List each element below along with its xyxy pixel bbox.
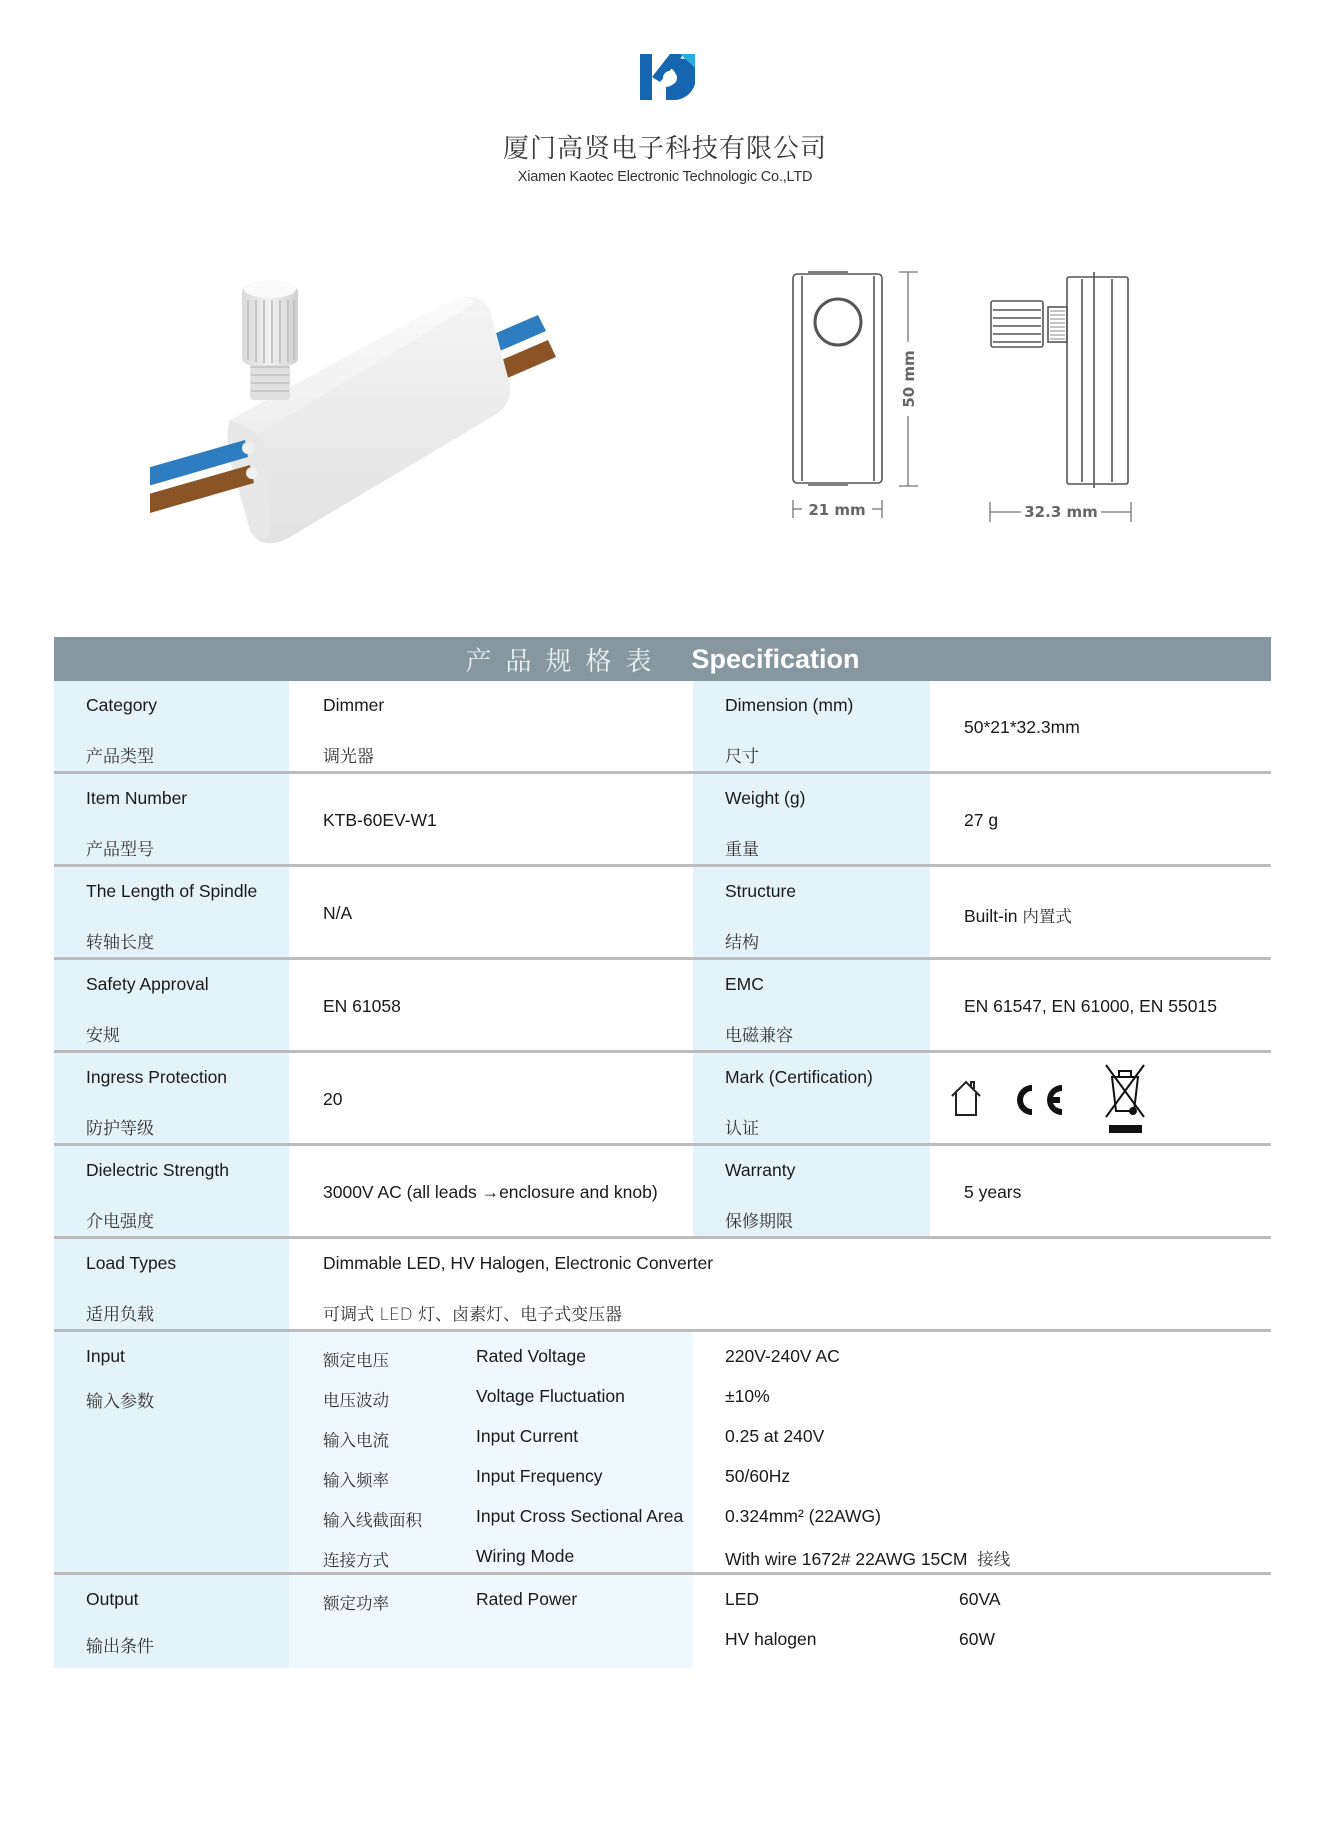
value-cell bbox=[289, 1239, 1271, 1329]
label-safety-approval-cn: 安规 bbox=[86, 1026, 120, 1046]
label-dimension-cn: 尺寸 bbox=[725, 747, 759, 767]
table-row bbox=[54, 1053, 1271, 1146]
param-value: 50/60Hz bbox=[725, 1466, 791, 1486]
label-weight-cn: 重量 bbox=[725, 840, 759, 860]
param-value: 0.324mm² (22AWG) bbox=[725, 1506, 881, 1526]
load-type: LED bbox=[725, 1589, 760, 1609]
specification-header bbox=[54, 637, 1271, 681]
value-cell bbox=[930, 681, 1271, 771]
height-dimension-label: 50 mm bbox=[900, 350, 918, 408]
value-structure-cn: 内置式 bbox=[1022, 907, 1072, 926]
label-cell bbox=[54, 774, 289, 864]
output-param-name bbox=[289, 1575, 693, 1668]
label-cell bbox=[693, 774, 930, 864]
label-cell bbox=[54, 960, 289, 1050]
value-item-number: KTB-60EV-W1 bbox=[323, 810, 437, 830]
label-ingress-protection-cn: 防护等级 bbox=[86, 1119, 154, 1139]
value-spindle-length: N/A bbox=[323, 903, 353, 923]
depth-dimension-label: 32.3 mm bbox=[1024, 503, 1098, 521]
param-name-en: Input Cross Sectional Area bbox=[476, 1506, 684, 1526]
label-cell bbox=[693, 960, 930, 1050]
label-cell bbox=[693, 867, 930, 957]
label-cell bbox=[693, 1053, 930, 1143]
param-name-cn: 输入电流 bbox=[323, 1431, 389, 1450]
indoor-use-house-icon bbox=[952, 1082, 980, 1115]
table-row-output bbox=[54, 1575, 1271, 1668]
value-cell bbox=[289, 774, 693, 864]
product-photo bbox=[150, 265, 590, 555]
company-name-chinese: 厦门高贤电子科技有限公司 bbox=[502, 134, 827, 164]
label-cell bbox=[54, 1053, 289, 1143]
input-param-values bbox=[693, 1332, 1271, 1572]
label-cell bbox=[54, 1239, 289, 1329]
label-certification-cn: 认证 bbox=[725, 1119, 759, 1139]
label-item-number: Item Number bbox=[86, 788, 188, 808]
ce-mark-icon bbox=[1017, 1085, 1062, 1115]
load-rating: 60W bbox=[959, 1629, 995, 1649]
front-view-drawing bbox=[780, 260, 930, 530]
label-load-types: Load Types bbox=[86, 1253, 177, 1273]
label-spindle-length-cn: 转轴长度 bbox=[86, 933, 154, 953]
param-value: 0.25 at 240V bbox=[725, 1426, 825, 1446]
value-structure bbox=[964, 903, 1072, 927]
label-emc-cn: 电磁兼容 bbox=[725, 1026, 793, 1046]
certification-marks bbox=[944, 1063, 1174, 1137]
value-cell bbox=[289, 1146, 693, 1236]
table-row bbox=[54, 867, 1271, 960]
load-type: HV halogen bbox=[725, 1629, 817, 1649]
table-row bbox=[54, 681, 1271, 774]
param-name-cn: 额定功率 bbox=[323, 1594, 389, 1613]
table-row bbox=[54, 960, 1271, 1053]
label-dimension: Dimension (mm) bbox=[725, 695, 854, 715]
label-category-cn: 产品类型 bbox=[86, 747, 154, 767]
value-category-cn: 调光器 bbox=[323, 747, 374, 767]
label-cell bbox=[693, 1146, 930, 1236]
value-cell bbox=[930, 867, 1271, 957]
label-warranty-cn: 保修期限 bbox=[725, 1212, 793, 1232]
input-param-names bbox=[289, 1332, 693, 1572]
value-cell bbox=[289, 681, 693, 771]
table-row-input bbox=[54, 1332, 1271, 1575]
param-name-en: Voltage Fluctuation bbox=[476, 1386, 625, 1406]
label-certification: Mark (Certification) bbox=[725, 1067, 873, 1087]
label-dielectric-strength: Dielectric Strength bbox=[86, 1160, 229, 1180]
value-ingress-protection: 20 bbox=[323, 1089, 343, 1109]
wiring-mode-value: With wire 1672# 22AWG 15CM bbox=[725, 1549, 968, 1569]
label-cell bbox=[54, 681, 289, 771]
output-values bbox=[693, 1575, 1271, 1668]
label-weight: Weight (g) bbox=[725, 788, 806, 808]
param-value: ±10% bbox=[725, 1386, 770, 1406]
side-view-drawing bbox=[975, 260, 1145, 530]
param-name-cn: 输入线截面积 bbox=[323, 1511, 422, 1530]
value-cell bbox=[930, 1053, 1271, 1143]
label-cell bbox=[54, 1332, 289, 1572]
param-value bbox=[725, 1546, 1010, 1570]
value-load-types: Dimmable LED, HV Halogen, Electronic Converter bbox=[323, 1253, 714, 1273]
value-load-types-cn: 可调式 LED 灯、卤素灯、电子式变压器 bbox=[323, 1305, 623, 1325]
label-input: Input bbox=[86, 1346, 125, 1366]
label-output-cn: 输出条件 bbox=[86, 1637, 154, 1657]
label-item-number-cn: 产品型号 bbox=[86, 840, 154, 860]
label-load-types-cn: 适用负载 bbox=[86, 1305, 154, 1325]
value-warranty: 5 years bbox=[964, 1182, 1022, 1202]
company-logo bbox=[640, 54, 695, 100]
label-output: Output bbox=[86, 1589, 139, 1609]
value-cell bbox=[930, 1146, 1271, 1236]
param-name-cn: 电压波动 bbox=[323, 1391, 389, 1410]
label-structure-cn: 结构 bbox=[725, 933, 759, 953]
label-cell bbox=[693, 681, 930, 771]
value-cell bbox=[289, 960, 693, 1050]
value-cell bbox=[289, 867, 693, 957]
param-name-en: Input Current bbox=[476, 1426, 579, 1446]
value-weight: 27 g bbox=[964, 810, 999, 830]
value-category: Dimmer bbox=[323, 695, 385, 715]
value-emc: EN 61547, EN 61000, EN 55015 bbox=[964, 996, 1217, 1016]
table-row-load-types bbox=[54, 1239, 1271, 1332]
param-name-cn: 额定电压 bbox=[323, 1351, 389, 1370]
value-safety-approval: EN 61058 bbox=[323, 996, 401, 1016]
value-dielectric-strength: 3000V AC (all leads →enclosure and knob) bbox=[323, 1182, 658, 1202]
param-name-en: Wiring Mode bbox=[476, 1546, 575, 1566]
label-cell bbox=[54, 1146, 289, 1236]
label-safety-approval: Safety Approval bbox=[86, 974, 209, 994]
specification-table bbox=[54, 637, 1271, 1668]
company-name-english: Xiamen Kaotec Electronic Technologic Co.,LTD bbox=[517, 169, 813, 185]
label-dielectric-strength-cn: 介电强度 bbox=[86, 1212, 154, 1232]
param-value: 220V-240V AC bbox=[725, 1346, 840, 1366]
spec-title-cn: 产品规格表 bbox=[465, 646, 666, 677]
value-cell bbox=[930, 960, 1271, 1050]
load-rating: 60VA bbox=[959, 1589, 1001, 1609]
param-name-en: Rated Power bbox=[476, 1589, 578, 1609]
weee-crossed-bin-icon bbox=[1106, 1065, 1144, 1133]
label-structure: Structure bbox=[725, 881, 796, 901]
value-dimension: 50*21*32.3mm bbox=[964, 717, 1080, 737]
value-cell bbox=[289, 1053, 693, 1143]
label-category: Category bbox=[86, 695, 158, 715]
param-name-cn: 输入频率 bbox=[323, 1471, 389, 1490]
label-spindle-length: The Length of Spindle bbox=[86, 881, 258, 901]
table-row bbox=[54, 774, 1271, 867]
param-name-en: Input Frequency bbox=[476, 1466, 603, 1486]
label-input-cn: 输入参数 bbox=[86, 1392, 154, 1412]
value-cell bbox=[930, 774, 1271, 864]
label-cell bbox=[54, 1575, 289, 1668]
width-dimension-label: 21 mm bbox=[808, 501, 866, 519]
label-ingress-protection: Ingress Protection bbox=[86, 1067, 228, 1087]
param-name-en: Rated Voltage bbox=[476, 1346, 586, 1366]
value-structure-en: Built-in bbox=[964, 906, 1018, 926]
label-warranty: Warranty bbox=[725, 1160, 796, 1180]
table-row bbox=[54, 1146, 1271, 1239]
label-emc: EMC bbox=[725, 974, 764, 994]
label-cell bbox=[54, 867, 289, 957]
wiring-mode-value-cn: 接线 bbox=[977, 1550, 1011, 1569]
spec-title-en: Specification bbox=[691, 643, 860, 674]
param-name-cn: 连接方式 bbox=[323, 1551, 389, 1570]
